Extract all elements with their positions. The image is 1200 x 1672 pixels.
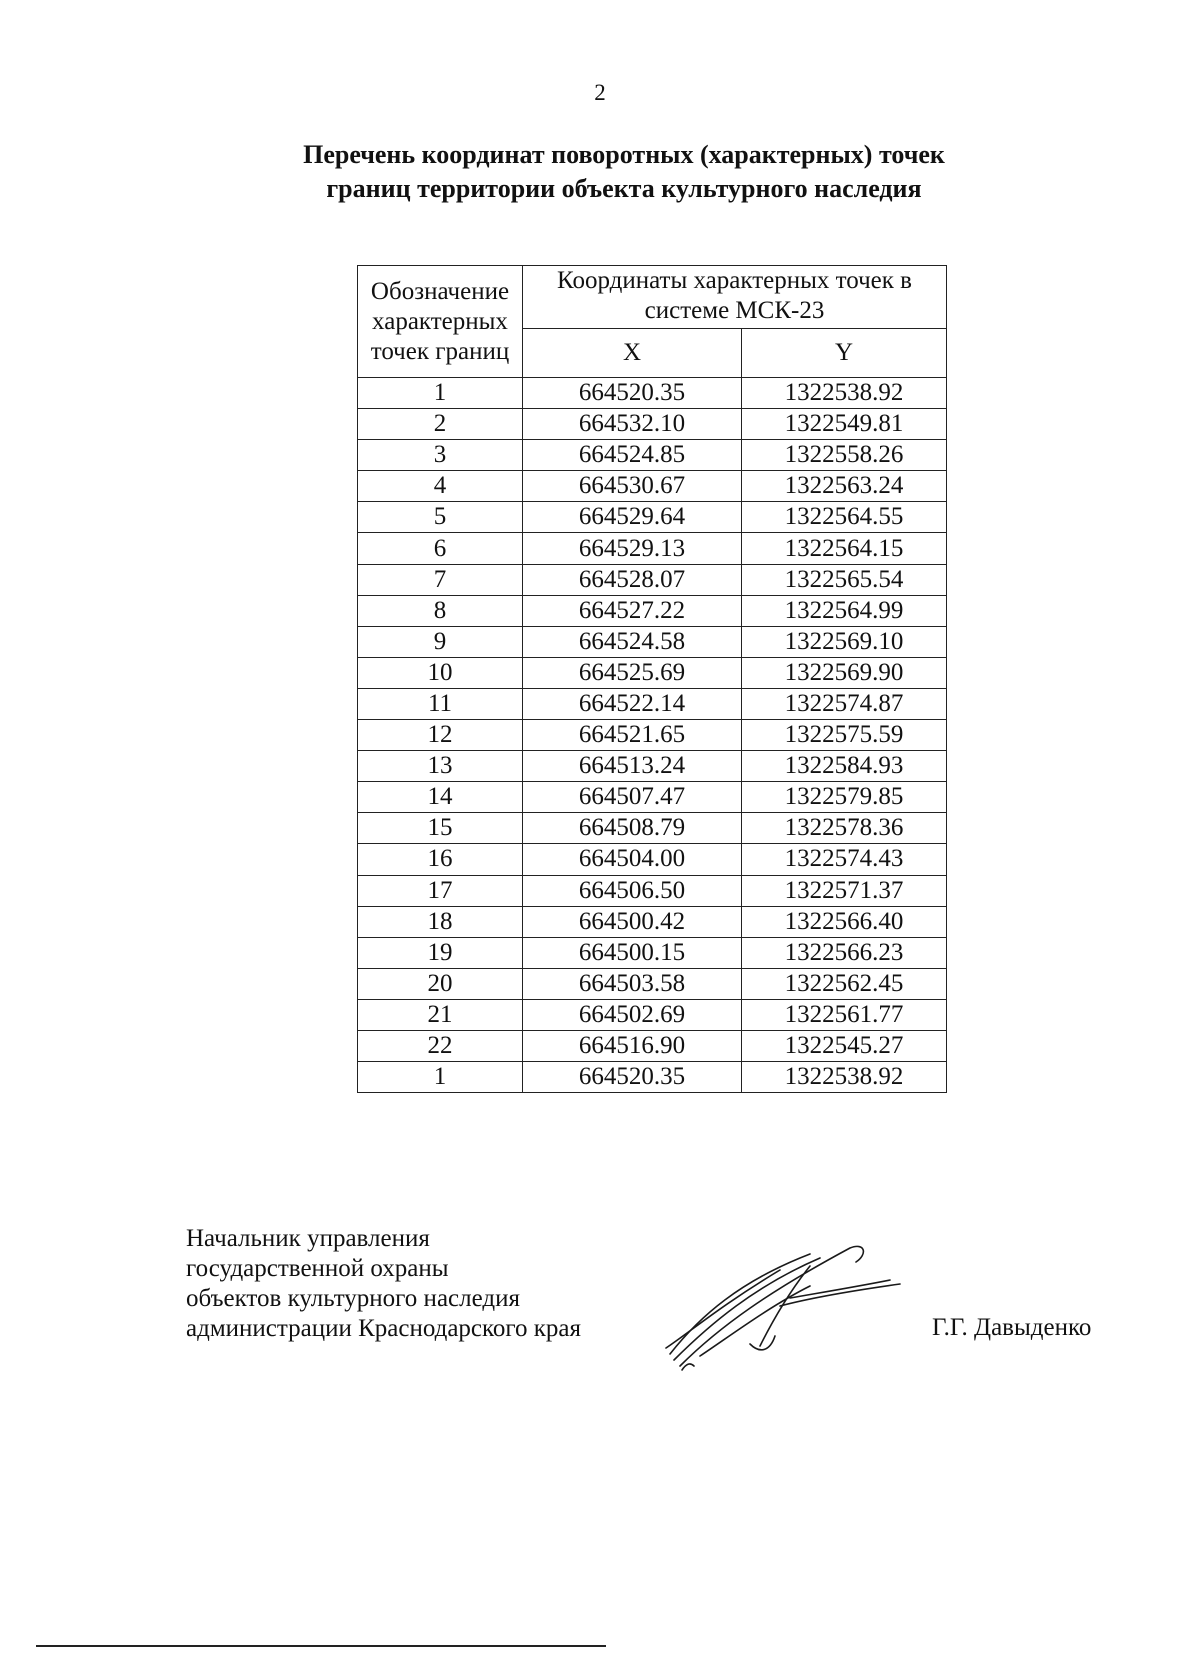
point-cell: 7	[358, 564, 523, 595]
point-cell: 5	[358, 502, 523, 533]
x-coordinate-cell: 664506.50	[523, 875, 742, 906]
y-coordinate-cell: 1322562.45	[742, 968, 947, 999]
y-coordinate-cell: 1322545.27	[742, 1030, 947, 1061]
title-line-2: границ территории объекта культурного наследия	[326, 174, 922, 203]
header-designation-line: точек границ	[370, 337, 510, 365]
table-row	[358, 751, 947, 782]
point-cell: 8	[358, 595, 523, 626]
table-row	[358, 626, 947, 657]
y-coordinate-cell: 1322549.81	[742, 409, 947, 440]
x-coordinate-cell: 664524.85	[523, 440, 742, 471]
y-coordinate-cell: 1322566.40	[742, 906, 947, 937]
footer-rule	[36, 1645, 606, 1647]
table-row	[358, 720, 947, 751]
x-coordinate-cell: 664507.47	[523, 782, 742, 813]
y-coordinate-cell: 1322584.93	[742, 751, 947, 782]
y-coordinate-cell: 1322578.36	[742, 813, 947, 844]
header-designation-line: Обозначение	[370, 277, 510, 305]
point-cell: 1	[358, 378, 523, 409]
table-body	[358, 378, 947, 1093]
point-cell: 12	[358, 720, 523, 751]
y-coordinate-cell: 1322558.26	[742, 440, 947, 471]
table-row	[358, 844, 947, 875]
y-coordinate-cell: 1322564.15	[742, 533, 947, 564]
y-coordinate-cell: 1322566.23	[742, 937, 947, 968]
table-row	[358, 533, 947, 564]
x-coordinate-cell: 664500.15	[523, 937, 742, 968]
table-header-row	[358, 266, 947, 329]
table-row	[358, 968, 947, 999]
point-cell: 11	[358, 688, 523, 719]
y-coordinate-cell: 1322565.54	[742, 564, 947, 595]
position-line: администрации Краснодарского края	[186, 1315, 582, 1342]
document-title	[0, 138, 1200, 206]
signatory-position	[186, 1224, 581, 1344]
position-line: государственной охраны	[186, 1255, 449, 1282]
x-coordinate-cell: 664530.67	[523, 471, 742, 502]
y-coordinate-cell: 1322571.37	[742, 875, 947, 906]
table-row	[358, 378, 947, 409]
x-coordinate-cell: 664516.90	[523, 1030, 742, 1061]
table-row	[358, 875, 947, 906]
point-cell: 6	[358, 533, 523, 564]
x-coordinate-cell: 664529.64	[523, 502, 742, 533]
point-cell: 18	[358, 906, 523, 937]
table-row	[358, 1030, 947, 1061]
point-cell: 1	[358, 1062, 523, 1093]
y-coordinate-cell: 1322538.92	[742, 1062, 947, 1093]
y-coordinate-cell: 1322561.77	[742, 999, 947, 1030]
y-coordinate-cell: 1322574.87	[742, 688, 947, 719]
x-coordinate-cell: 664525.69	[523, 657, 742, 688]
page-number: 2	[594, 80, 606, 105]
table-row	[358, 409, 947, 440]
table-row	[358, 782, 947, 813]
x-coordinate-cell: 664521.65	[523, 720, 742, 751]
table-row	[358, 813, 947, 844]
point-cell: 19	[358, 937, 523, 968]
x-coordinate-cell: 664522.14	[523, 688, 742, 719]
table-row	[358, 906, 947, 937]
point-cell: 16	[358, 844, 523, 875]
header-y: Y	[742, 329, 947, 378]
handwritten-signature	[660, 1236, 920, 1376]
header-designation-line: характерных	[372, 307, 508, 335]
point-cell: 15	[358, 813, 523, 844]
table-row	[358, 595, 947, 626]
table-row	[358, 564, 947, 595]
y-coordinate-cell: 1322574.43	[742, 844, 947, 875]
point-cell: 14	[358, 782, 523, 813]
x-coordinate-cell: 664513.24	[523, 751, 742, 782]
y-coordinate-cell: 1322579.85	[742, 782, 947, 813]
point-cell: 10	[358, 657, 523, 688]
position-line: Начальник управления	[186, 1225, 430, 1252]
x-coordinate-cell: 664532.10	[523, 409, 742, 440]
point-cell: 9	[358, 626, 523, 657]
position-line: объектов культурного наследия	[186, 1285, 520, 1312]
x-coordinate-cell: 664524.58	[523, 626, 742, 657]
table-row	[358, 688, 947, 719]
header-coordinates-line: системе МСК-23	[644, 297, 825, 324]
y-coordinate-cell: 1322538.92	[742, 378, 947, 409]
signatory-name: Г.Г. Давыденко	[932, 1314, 1092, 1341]
x-coordinate-cell: 664520.35	[523, 378, 742, 409]
x-coordinate-cell: 664520.35	[523, 1062, 742, 1093]
title-line-1: Перечень координат поворотных (характерных) точек	[303, 140, 945, 169]
table-row	[358, 937, 947, 968]
x-coordinate-cell: 664502.69	[523, 999, 742, 1030]
y-coordinate-cell: 1322569.10	[742, 626, 947, 657]
point-cell: 4	[358, 471, 523, 502]
x-coordinate-cell: 664529.13	[523, 533, 742, 564]
x-coordinate-cell: 664508.79	[523, 813, 742, 844]
table-row	[358, 471, 947, 502]
x-coordinate-cell: 664528.07	[523, 564, 742, 595]
y-coordinate-cell: 1322575.59	[742, 720, 947, 751]
table-row	[358, 502, 947, 533]
table-row	[358, 440, 947, 471]
table-row	[358, 999, 947, 1030]
x-coordinate-cell: 664503.58	[523, 968, 742, 999]
point-cell: 2	[358, 409, 523, 440]
point-cell: 22	[358, 1030, 523, 1061]
point-cell: 13	[358, 751, 523, 782]
x-coordinate-cell: 664527.22	[523, 595, 742, 626]
point-cell: 3	[358, 440, 523, 471]
table-row	[358, 1062, 947, 1093]
coordinates-table	[357, 265, 947, 1093]
x-coordinate-cell: 664504.00	[523, 844, 742, 875]
header-coordinates	[523, 266, 947, 329]
y-coordinate-cell: 1322564.55	[742, 502, 947, 533]
point-cell: 21	[358, 999, 523, 1030]
header-coordinates-line: Координаты характерных точек в	[557, 267, 912, 294]
y-coordinate-cell: 1322569.90	[742, 657, 947, 688]
y-coordinate-cell: 1322563.24	[742, 471, 947, 502]
header-x: X	[523, 329, 742, 378]
table-row	[358, 657, 947, 688]
y-coordinate-cell: 1322564.99	[742, 595, 947, 626]
point-cell: 20	[358, 968, 523, 999]
header-point-designation	[358, 266, 523, 378]
point-cell: 17	[358, 875, 523, 906]
x-coordinate-cell: 664500.42	[523, 906, 742, 937]
